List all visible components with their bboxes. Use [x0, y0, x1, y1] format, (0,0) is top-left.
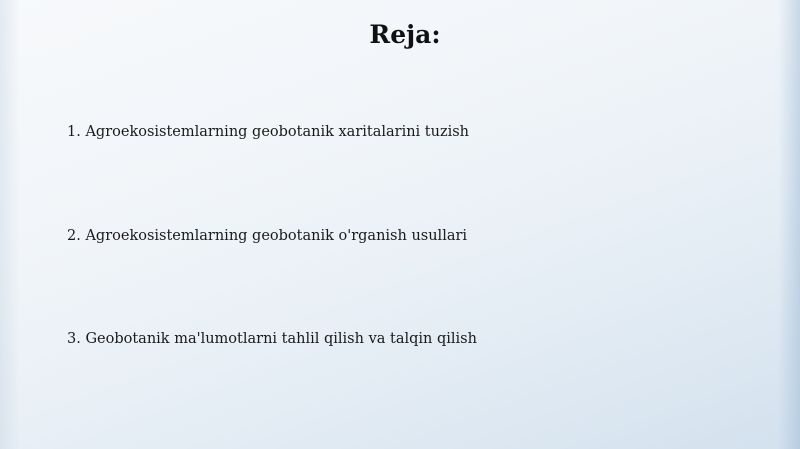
slide-left-edge: [0, 0, 20, 449]
plan-item-1: 1. Agroekosistemlarning geobotanik xaritalarini tuzish: [67, 124, 470, 140]
plan-item-2: 2. Agroekosistemlarning geobotanik o'rganish usullari: [67, 228, 468, 244]
slide-right-edge: [778, 0, 800, 449]
slide-title: Reja:: [369, 20, 441, 49]
plan-item-3: 3. Geobotanik ma'lumotlarni tahlil qilish va talqin qilish: [67, 331, 477, 347]
